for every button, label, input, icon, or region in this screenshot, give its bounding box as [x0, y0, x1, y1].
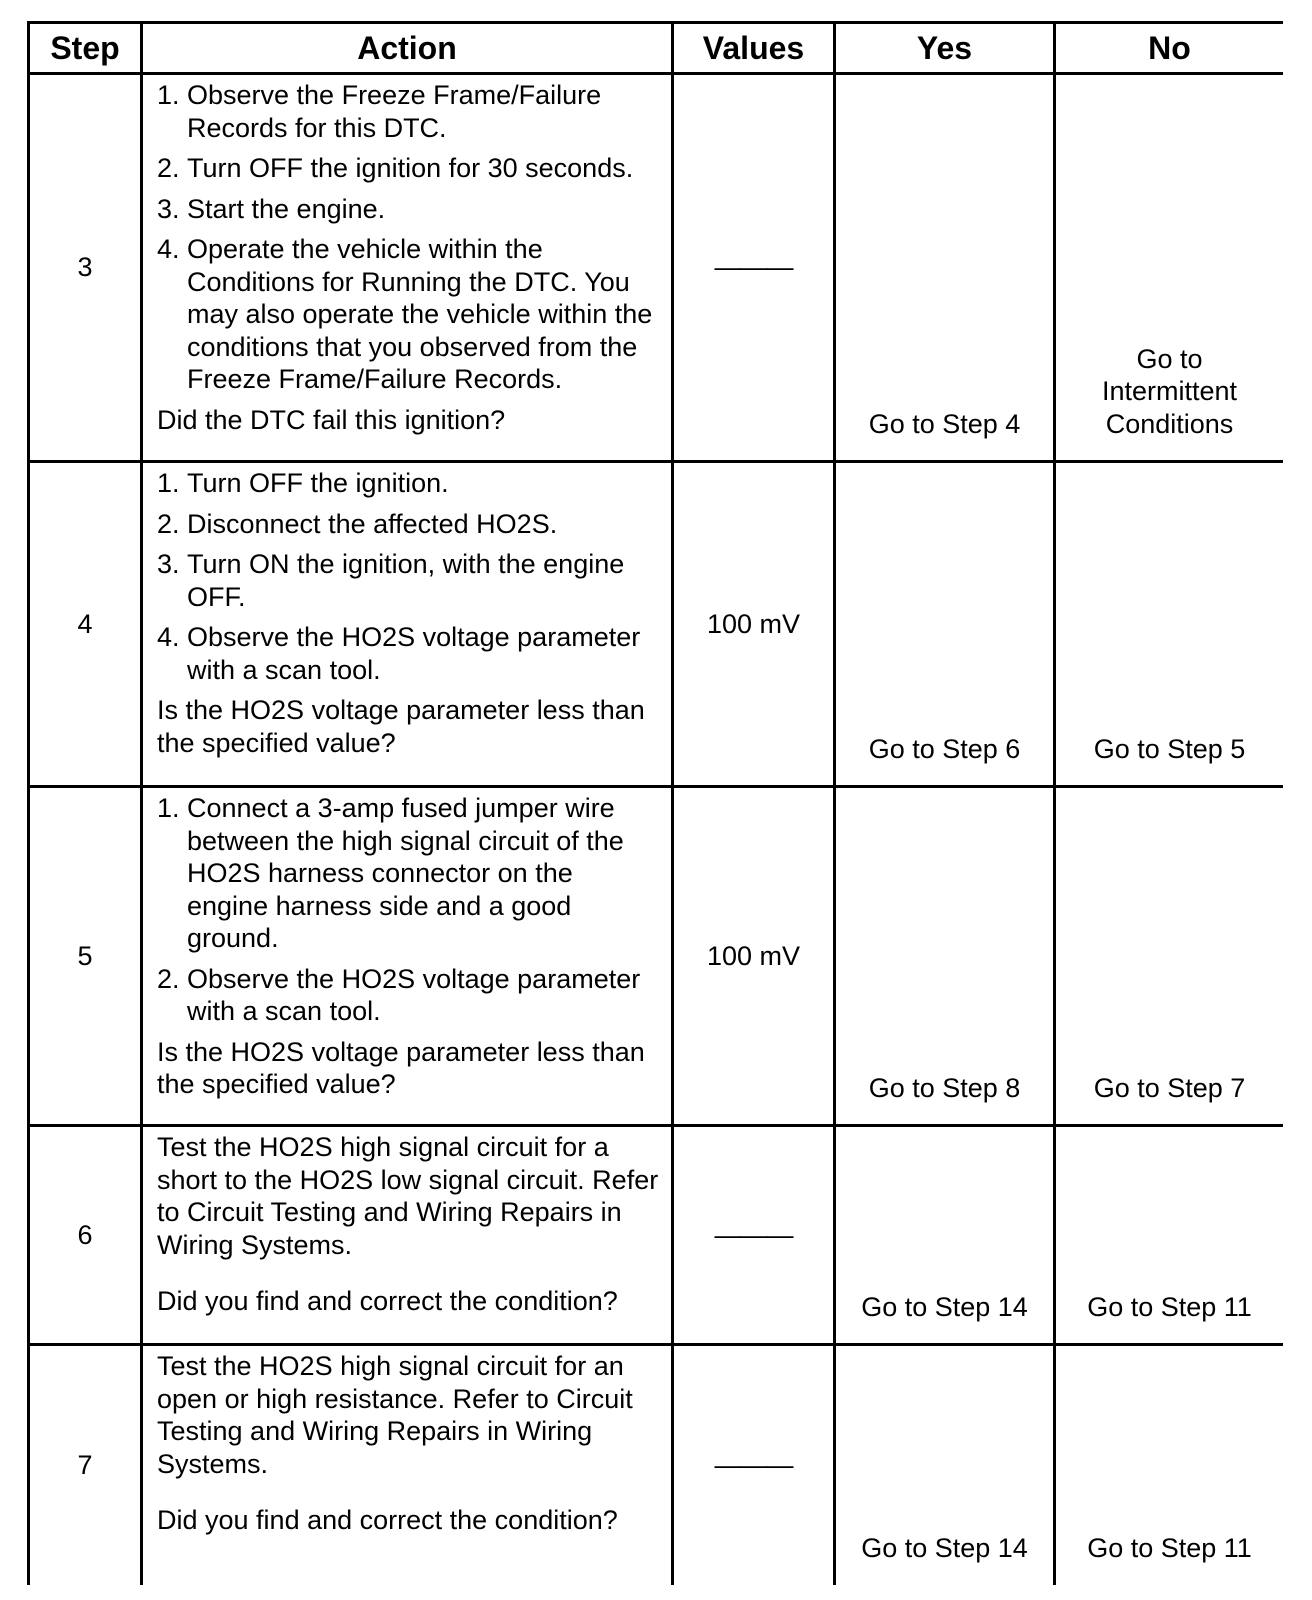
action-steps	[157, 79, 661, 396]
step-number: 5	[29, 787, 142, 1126]
values-cell: 100 mV	[673, 787, 835, 1126]
yes-cell: Go to Step 14	[835, 1126, 1055, 1345]
yes-cell: Go to Step 14	[835, 1345, 1055, 1585]
action-step: 3. Turn ON the ignition, with the engine OFF.	[157, 549, 625, 612]
header-action: Action	[142, 23, 673, 74]
diagnostic-table	[27, 21, 1283, 1585]
no-cell: Go to Step 11	[1055, 1345, 1284, 1585]
action-paragraph: Test the HO2S high signal circuit for a short to the HO2S low signal circuit. Refer to Circuit Testing and Wiring Repairs in Wiring Systems.	[157, 1132, 659, 1260]
action-step: 2. Observe the HO2S voltage parameter with a scan tool.	[157, 963, 641, 1026]
header-yes: Yes	[835, 23, 1055, 74]
values-text: ———	[714, 252, 793, 283]
header-step: Step	[29, 23, 142, 74]
no-cell: Go to Step 11	[1055, 1126, 1284, 1345]
header-values: Values	[673, 23, 835, 74]
values-text: ———	[714, 1219, 793, 1250]
action-question: Did you find and correct the condition?	[157, 1505, 618, 1535]
yes-cell: Go to Step 8	[835, 787, 1055, 1126]
no-cell	[1055, 74, 1284, 462]
action-step: 1. Turn OFF the ignition.	[157, 468, 449, 498]
step-number: 3	[29, 74, 142, 462]
step-number: 6	[29, 1126, 142, 1345]
table-row	[29, 1345, 1284, 1585]
action-steps	[157, 792, 661, 1028]
action-step: 3. Start the engine.	[157, 193, 386, 224]
action-question: Did the DTC fail this ignition?	[157, 404, 506, 435]
step-number: 4	[29, 462, 142, 787]
action-step: 1. Observe the Freeze Frame/Failure Records for this DTC.	[157, 80, 602, 143]
action-question: Did you find and correct the condition?	[157, 1286, 618, 1316]
table-row	[29, 1126, 1284, 1345]
action-cell	[142, 74, 673, 462]
header-row	[29, 23, 1284, 74]
no-cell: Go to Step 5	[1055, 462, 1284, 787]
action-question: Is the HO2S voltage parameter less than the specified value?	[157, 1036, 645, 1099]
no-cell: Go to Step 7	[1055, 787, 1284, 1126]
values-cell	[673, 1345, 835, 1585]
action-step: 4. Operate the vehicle within the Conditions for Running the DTC. You may also operate the vehicle within the conditions that you observed from the Freeze Frame/Failure Records.	[157, 234, 653, 394]
values-cell	[673, 1126, 835, 1345]
no-text: Go to Intermittent Conditions	[1101, 343, 1238, 439]
yes-cell: Go to Step 6	[835, 462, 1055, 787]
table-row	[29, 462, 1284, 787]
yes-cell: Go to Step 4	[835, 74, 1055, 462]
action-paragraph: Test the HO2S high signal circuit for an open or high resistance. Refer to Circuit Testing and Wiring Repairs in Wiring Systems.	[157, 1351, 633, 1479]
header-no: No	[1055, 23, 1284, 74]
values-text: ———	[714, 1450, 793, 1480]
step-number: 7	[29, 1345, 142, 1585]
action-cell	[142, 462, 673, 787]
action-cell	[142, 1126, 673, 1345]
action-step: 2. Turn OFF the ignition for 30 seconds.	[157, 153, 634, 183]
action-step: 2. Disconnect the affected HO2S.	[157, 508, 558, 539]
diagnostic-table-frame	[27, 21, 1283, 1600]
table-row	[29, 74, 1284, 462]
action-cell	[142, 787, 673, 1126]
action-steps	[157, 467, 661, 686]
action-cell	[142, 1345, 673, 1585]
values-cell	[673, 74, 835, 462]
action-step: 1. Connect a 3-amp fused jumper wire between the high signal circuit of the HO2S harness connector on the engine harness side and a good ground.	[157, 793, 624, 953]
values-cell: 100 mV	[673, 462, 835, 787]
action-question: Is the HO2S voltage parameter less than the specified value?	[157, 695, 645, 758]
action-step: 4. Observe the HO2S voltage parameter with a scan tool.	[157, 622, 641, 685]
table-row	[29, 787, 1284, 1126]
